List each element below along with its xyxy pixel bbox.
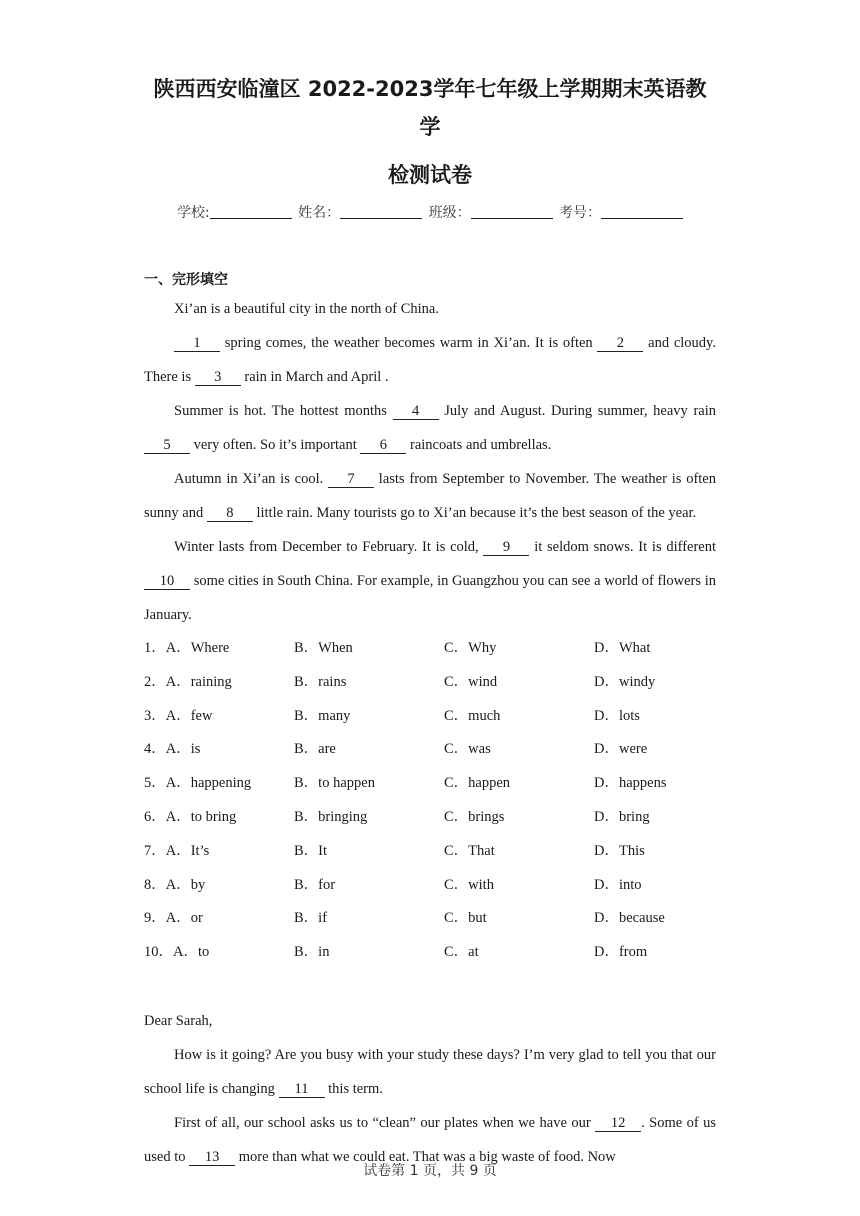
option-a[interactable]: A．to bring [165, 808, 237, 825]
exam-title-line2: 检测试卷 [388, 163, 472, 187]
option-c[interactable]: C．but [444, 910, 487, 927]
blank-number[interactable]: 12 [595, 1115, 641, 1132]
blank-number[interactable]: 6 [360, 437, 406, 454]
option-a[interactable]: A．It’s [165, 842, 210, 859]
letter-greeting: Dear Sarah, [144, 1012, 213, 1029]
option-a[interactable]: A．Where [165, 640, 230, 656]
option-b[interactable]: B．to happen [294, 775, 375, 792]
blank-number[interactable]: 11 [279, 1081, 325, 1098]
question-cell-a [144, 869, 294, 903]
paragraph-text: Xi’an is a beautiful city in the north of China. [174, 301, 439, 317]
option-b[interactable]: B．if [294, 910, 328, 927]
paragraph [144, 1038, 716, 1106]
question-number: 2． [144, 673, 166, 690]
question-number: 3． [144, 707, 166, 724]
option-b[interactable]: B．are [294, 741, 336, 758]
option-c[interactable]: C．was [444, 741, 491, 758]
option-d[interactable]: D．from [594, 944, 648, 961]
option-b[interactable]: B．It [294, 842, 328, 859]
option-c[interactable]: C．Why [444, 640, 497, 656]
blank-number[interactable]: 4 [393, 403, 439, 420]
option-c[interactable]: C．happen [444, 775, 511, 792]
section-heading: 一、完形填空 [144, 272, 228, 288]
page-footer: 试卷第 1 页，共 9 页 [363, 1163, 497, 1179]
option-d[interactable]: D．happens [594, 775, 667, 792]
paragraph-text: . Some of us used to [144, 1114, 717, 1165]
question-cell-a [144, 700, 294, 734]
option-d[interactable]: D．windy [594, 673, 656, 690]
option-a[interactable]: A．is [165, 741, 201, 758]
blank-number[interactable]: 7 [328, 471, 374, 488]
option-b[interactable]: B．many [294, 707, 351, 724]
field-class-blank[interactable] [471, 204, 553, 219]
paragraph [144, 394, 716, 462]
option-c[interactable]: C．wind [444, 673, 498, 690]
option-c[interactable]: C．That [444, 842, 495, 859]
field-class-label: 班级： [428, 205, 471, 221]
field-exam-no-label: 考号： [559, 205, 602, 221]
blank-number[interactable]: 5 [144, 437, 190, 454]
question-row [144, 700, 716, 734]
option-d[interactable]: D．lots [594, 707, 640, 724]
question-row [144, 801, 716, 835]
option-a[interactable]: A．by [165, 876, 206, 893]
question-row [144, 632, 716, 666]
question-number: 6． [144, 808, 166, 825]
question-row [144, 869, 716, 903]
option-d[interactable]: D．This [594, 842, 645, 859]
question-number: 4． [144, 741, 166, 758]
blank-number[interactable]: 10 [144, 573, 190, 590]
field-name-blank[interactable] [340, 204, 422, 219]
paragraph-text: more than what we could eat. That was a big waste of food. Now [235, 1148, 616, 1165]
question-number: 8． [144, 876, 166, 893]
paragraph-text: How is it going? Are you busy with your study these days? I’m very glad to tell you that our school life is changing [144, 1046, 716, 1097]
option-b[interactable]: B．in [294, 944, 330, 961]
question-row [144, 767, 716, 801]
option-b[interactable]: B．for [294, 876, 336, 893]
exam-title-line1: 陕西西安临潼区 2022-2023学年七年级上学期期末英语教学 [153, 77, 707, 139]
paragraph-text: some cities in South China. For example, in Guangzhou you can see a world of flowers in January. [144, 573, 716, 623]
question-row [144, 835, 716, 869]
paragraph-text: this term. [324, 1080, 383, 1097]
paragraph-text: Winter lasts from December to February. It is cold, [174, 539, 484, 555]
blank-number[interactable]: 13 [189, 1149, 235, 1166]
cloze-passage-1 [144, 292, 716, 632]
option-a[interactable]: A．to [173, 944, 210, 961]
option-a[interactable]: A．raining [165, 673, 232, 690]
paragraph-text: July and August. During summer, heavy rain [438, 403, 717, 419]
option-d[interactable]: D．were [594, 741, 648, 758]
paragraph-text: and cloudy. There is [144, 335, 716, 385]
option-b[interactable]: B．bringing [294, 808, 368, 825]
paragraph-text: rain in March and April . [240, 369, 389, 385]
field-exam-no-blank[interactable] [601, 204, 683, 219]
student-info-fields [144, 202, 716, 226]
option-d[interactable]: D．into [594, 876, 642, 893]
question-row [144, 733, 716, 767]
paragraph [144, 326, 716, 394]
field-school-blank[interactable] [210, 204, 292, 219]
option-d[interactable]: D．What [594, 640, 651, 656]
option-a[interactable]: A．or [165, 910, 203, 927]
paragraph-text: it seldom snows. It is different [529, 539, 716, 555]
question-number: 9． [144, 910, 166, 927]
option-a[interactable]: A．few [165, 707, 213, 724]
question-list [144, 632, 716, 970]
paragraph-text: First of all, our school asks us to “clean” our plates when we have our [174, 1114, 596, 1131]
question-number: 1． [144, 640, 166, 656]
blank-number[interactable]: 3 [195, 369, 241, 386]
question-cell-a [144, 835, 294, 869]
paragraph-text: Autumn in Xi’an is cool. [174, 471, 329, 487]
field-name-label: 姓名： [298, 205, 341, 221]
question-cell-a [144, 767, 294, 801]
paragraph-text: lasts from September to November. The weather is often sunny and [144, 471, 716, 521]
blank-number[interactable]: 9 [483, 539, 529, 556]
question-cell-a [144, 666, 294, 700]
question-cell-a [144, 902, 294, 936]
cloze-passage-2 [144, 1004, 716, 1174]
exam-page [144, 70, 716, 1174]
question-row [144, 936, 716, 970]
question-cell-a [144, 801, 294, 835]
paragraph-text: little rain. Many tourists go to Xi’an because it’s the best season of the year. [252, 505, 697, 521]
option-c[interactable]: C．with [444, 876, 494, 893]
option-a[interactable]: A．happening [165, 775, 252, 792]
question-number: 7． [144, 842, 166, 859]
question-cell-a [144, 632, 294, 666]
paragraph-text: raincoats and umbrellas. [406, 437, 552, 453]
paragraph-text: spring comes, the weather becomes warm in Xi’an. It is often [220, 335, 598, 351]
option-c[interactable]: C．at [444, 944, 479, 961]
option-d[interactable]: D．bring [594, 808, 650, 825]
blank-number[interactable]: 1 [174, 335, 220, 352]
paragraph [144, 462, 716, 530]
question-number: 10． [144, 944, 173, 961]
question-cell-a [144, 936, 294, 970]
blank-number[interactable]: 2 [597, 335, 643, 352]
paragraph-text: Summer is hot. The hottest months [174, 403, 393, 419]
question-number: 5． [144, 775, 166, 792]
field-school-label: 学校: [176, 205, 210, 221]
question-row [144, 902, 716, 936]
option-b[interactable]: B．When [294, 640, 353, 656]
option-d[interactable]: D．because [594, 910, 665, 927]
blank-number[interactable]: 8 [207, 505, 253, 522]
option-c[interactable]: C．much [444, 707, 501, 724]
paragraph [144, 292, 716, 326]
question-row [144, 666, 716, 700]
paragraph-text: very often. So it’s important [190, 437, 361, 453]
question-cell-a [144, 733, 294, 767]
option-b[interactable]: B．rains [294, 673, 347, 690]
paragraph [144, 530, 716, 632]
option-c[interactable]: C．brings [444, 808, 505, 825]
